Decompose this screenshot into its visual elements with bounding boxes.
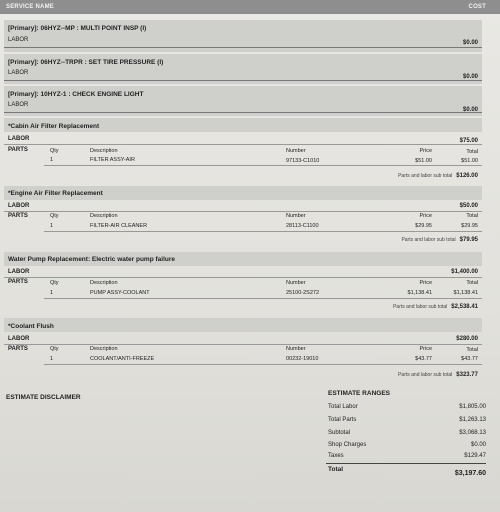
range-value: $1,263.13	[459, 417, 486, 423]
divider	[4, 112, 482, 113]
section-subtotal: Parts and labor sub total $126.00	[398, 173, 478, 179]
range-value: $1,805.00	[459, 404, 486, 410]
section-title: *Cabin Air Filter Replacement	[8, 123, 100, 130]
divider	[44, 165, 482, 166]
divider	[4, 47, 482, 48]
divider	[326, 463, 486, 464]
divider	[4, 277, 482, 278]
labor-label: LABOR	[8, 102, 29, 108]
total-header: Total	[466, 213, 478, 219]
part-price: $1,138.41	[407, 290, 432, 296]
labor-label: LABOR	[8, 70, 29, 76]
total-header: Total	[466, 149, 478, 155]
part-description: FILTER-AIR CLEANER	[90, 223, 148, 229]
estimate-disclaimer-title: ESTIMATE DISCLAIMER	[6, 394, 81, 401]
divider	[44, 364, 482, 365]
divider	[44, 231, 482, 232]
service-section-water-pump	[4, 252, 482, 320]
range-label: Subtotal	[328, 430, 351, 436]
part-total: $1,138.41	[453, 290, 478, 296]
part-number: 00232-19010	[286, 356, 319, 362]
description-header: Description	[90, 280, 118, 286]
total-label: Total	[328, 466, 344, 473]
price-header: Price	[419, 280, 432, 286]
service-cost: $0.00	[462, 74, 478, 80]
part-number: 25100-2S272	[286, 290, 320, 296]
part-qty: 1	[50, 157, 54, 163]
number-header: Number	[286, 280, 306, 286]
range-value: $0.00	[470, 442, 486, 448]
parts-table	[4, 212, 482, 232]
service-title: [Primary]: 10HYZ-1 : CHECK ENGINE LIGHT	[8, 91, 144, 98]
range-label: Shop Charges	[328, 442, 367, 448]
range-value: $129.47	[464, 453, 486, 459]
part-number: 97133-C1010	[286, 158, 320, 164]
part-total: $51.00	[461, 158, 478, 164]
range-label: Taxes	[328, 453, 344, 459]
service-name-header: SERVICE NAME	[6, 4, 54, 10]
estimate-ranges-title: ESTIMATE RANGES	[328, 390, 390, 397]
labor-label: LABOR	[8, 336, 30, 342]
qty-header: Qty	[50, 213, 59, 219]
range-label: Total Parts	[328, 417, 357, 423]
labor-amount: $50.00	[459, 203, 478, 209]
section-subtotal: Parts and labor sub total $2,538.41	[393, 304, 478, 310]
cost-header: COST	[468, 4, 486, 10]
part-qty: 1	[50, 290, 54, 296]
part-total: $29.95	[461, 223, 478, 229]
section-title: *Coolant Flush	[8, 323, 54, 330]
description-header: Description	[90, 213, 118, 219]
section-title: *Engine Air Filter Replacement	[8, 190, 103, 197]
qty-header: Qty	[50, 148, 59, 154]
service-cost: $0.00	[462, 107, 478, 113]
part-description: FILTER ASSY-AIR	[90, 157, 135, 163]
number-header: Number	[286, 346, 306, 352]
part-total: $43.77	[461, 356, 478, 362]
range-row-subtotal	[326, 430, 486, 441]
part-price: $51.00	[415, 158, 432, 164]
range-row-total-labor	[326, 404, 486, 415]
service-section-engine-air-filter	[4, 186, 482, 250]
parts-label: PARTS	[8, 147, 28, 153]
labor-amount: $75.00	[459, 138, 478, 144]
service-row	[4, 54, 482, 84]
price-header: Price	[419, 148, 432, 154]
section-title: Water Pump Replacement: Electric water pump failure	[8, 256, 175, 263]
range-label: Total Labor	[328, 404, 358, 410]
labor-label: LABOR	[8, 136, 30, 142]
range-row-shop-charges	[326, 442, 486, 453]
description-header: Description	[90, 346, 118, 352]
total-header: Total	[466, 280, 478, 286]
description-header: Description	[90, 148, 118, 154]
range-row-total	[326, 466, 486, 477]
labor-label: LABOR	[8, 203, 30, 209]
range-value: $3,068.13	[459, 430, 486, 436]
labor-amount: $280.00	[456, 336, 478, 342]
part-description: COOLANT/ANTI-FREEZE	[90, 356, 155, 362]
labor-amount: $1,400.00	[451, 269, 478, 275]
part-number: 28113-C1100	[286, 223, 319, 229]
divider	[44, 298, 482, 299]
total-value: $3,197.60	[454, 470, 486, 477]
service-row	[4, 86, 482, 116]
range-row-total-parts	[326, 417, 486, 428]
qty-header: Qty	[50, 346, 59, 352]
service-row	[4, 20, 482, 52]
parts-table	[4, 279, 482, 299]
number-header: Number	[286, 213, 306, 219]
section-subtotal: Parts and labor sub total $79.95	[401, 237, 478, 243]
column-header-bar	[0, 0, 500, 14]
service-section-cabin-air-filter	[4, 118, 482, 186]
divider	[4, 144, 482, 145]
part-qty: 1	[50, 223, 54, 229]
part-description: PUMP ASSY-COOLANT	[90, 290, 150, 296]
part-qty: 1	[50, 356, 54, 362]
service-title: [Primary]: 06HYZ--TRPR : SET TIRE PRESSURE (I)	[8, 59, 164, 66]
price-header: Price	[419, 213, 432, 219]
parts-label: PARTS	[8, 213, 28, 219]
labor-label: LABOR	[8, 37, 29, 43]
total-header: Total	[466, 347, 478, 353]
parts-label: PARTS	[8, 279, 28, 285]
parts-table	[4, 146, 482, 166]
qty-header: Qty	[50, 280, 59, 286]
number-header: Number	[286, 148, 306, 154]
service-cost: $0.00	[462, 40, 478, 46]
part-price: $43.77	[415, 356, 432, 362]
service-title: [Primary]: 06HYZ--MP : MULTI POINT INSP (I)	[8, 25, 147, 32]
divider	[4, 80, 482, 81]
labor-label: LABOR	[8, 269, 30, 275]
parts-label: PARTS	[8, 346, 28, 352]
part-price: $29.95	[415, 223, 432, 229]
section-subtotal: Parts and labor sub total $323.77	[398, 372, 478, 378]
price-header: Price	[419, 346, 432, 352]
parts-table	[4, 345, 482, 365]
service-section-coolant-flush	[4, 318, 482, 384]
section-title-band	[4, 318, 482, 332]
